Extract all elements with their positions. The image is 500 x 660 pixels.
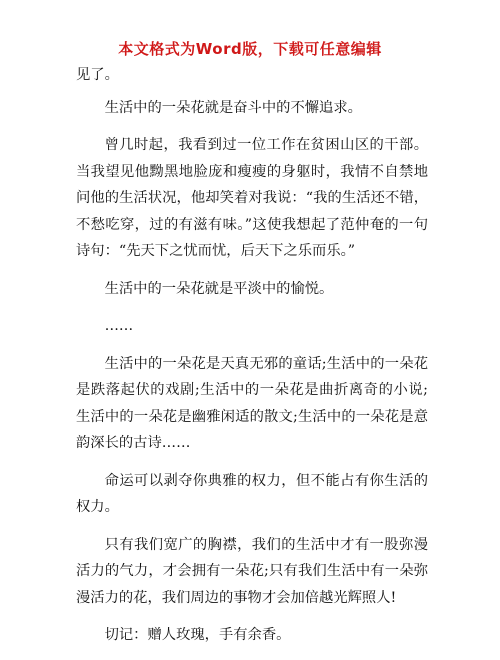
document-header: 本文格式为Word版，下载可任意编辑: [118, 40, 382, 58]
paragraph-mountain-cadre: 曾几时起，我看到过一位工作在贫困山区的干部。当我望见他黝黑地脸庞和瘦瘦的身躯时，我情不自禁地问他的生活状况，他却笑着对我说：“我的生活还不错，不愁吃穿，过的有滋有味。”这使我想起了范仲奄的一句诗句：“先天下之忧而忧，后天下之乐而乐。”: [76, 137, 428, 259]
paragraph-broad-mind: 只有我们宽广的胸襟，我们的生活中才有一股弥漫活力的气力，才会拥有一朵花;只有我们生活中有一朵弥漫活力的花，我们周边的事物才会加倍越光辉照人!: [76, 536, 428, 606]
paragraph-flower-plain: 生活中的一朵花就是平淡中的愉悦。: [104, 280, 334, 297]
paragraph-flower-struggle: 生活中的一朵花就是奋斗中的不懈追求。: [104, 99, 362, 116]
paragraph-remember: 切记：赠人玫瑰，手有余香。: [104, 627, 291, 643]
paragraph-fate: 命运可以剥夺你典雅的权力，但不能占有你生活的权力。: [76, 472, 428, 515]
paragraph-flower-metaphors: 生活中的一朵花是天真无邪的童话;生活中的一朵花是跌落起伏的戏剧;生活中的一朵花是曲折离奇的小说;生活中的一朵花是幽雅闲适的散文;生活中的一朵花是意韵深长的古诗……: [76, 355, 428, 451]
paragraph-ellipsis: ……: [104, 318, 134, 334]
paragraph-continuation: 见了。: [76, 67, 119, 83]
document-body: [76, 62, 428, 660]
